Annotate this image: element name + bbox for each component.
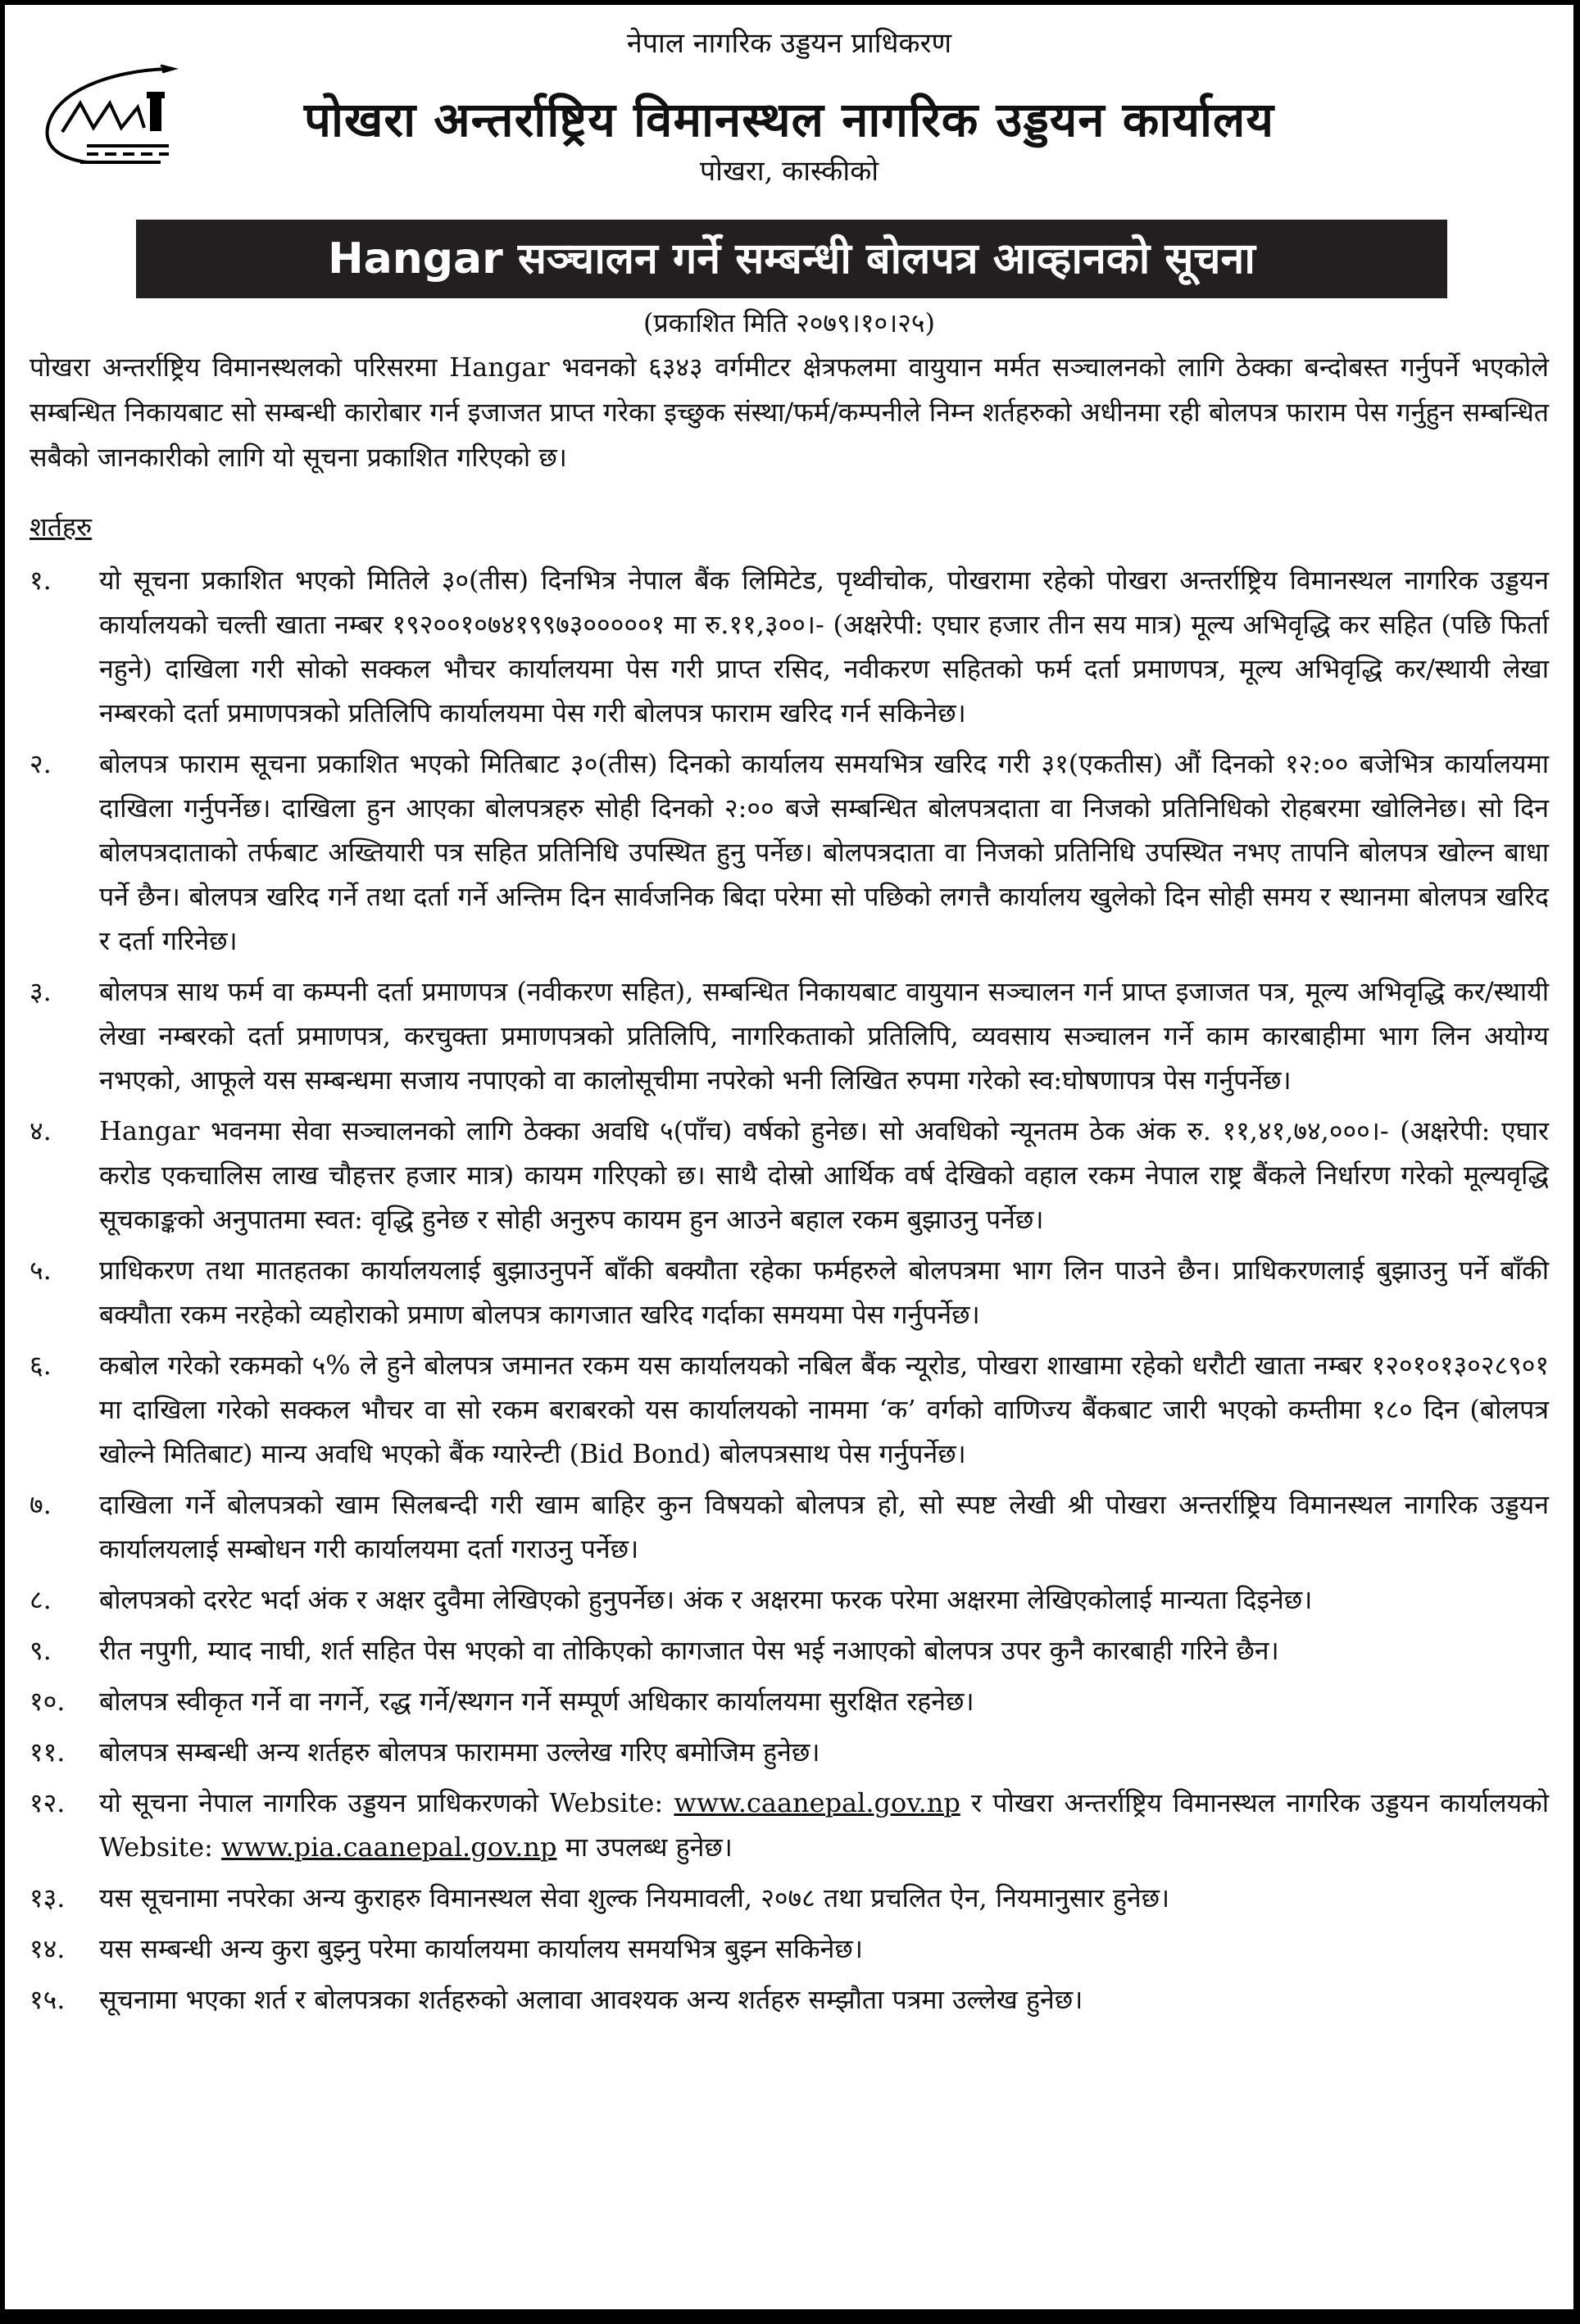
- condition-item: [30, 1343, 1549, 1476]
- condition-item: [30, 1577, 1549, 1622]
- condition-item: [30, 1876, 1549, 1920]
- office-name: पोखरा अन्तर्राष्ट्रिय विमानस्थल नागरिक उड्डयन कार्यालय: [304, 92, 1274, 148]
- office-location: पोखरा, कास्कीको: [699, 155, 879, 188]
- condition-item: [30, 1927, 1549, 1971]
- item-text-part: र पोखरा अन्तर्राष्ट्रिय विमानस्थल नागरिक उड्डयन कार्यालयको Website:: [99, 1787, 1549, 1863]
- item-number: १३.: [30, 1882, 66, 1913]
- item-text-part: यो सूचना नेपाल नागरिक उड्डयन प्राधिकरणको Website:: [99, 1787, 674, 1818]
- condition-item: [30, 1781, 1549, 1869]
- item-number: १.: [30, 565, 52, 596]
- intro-paragraph: पोखरा अन्तर्राष्ट्रिय विमानस्थलको परिसरमा Hangar भवनको ६३४३ वर्गमीटर क्षेत्रफलमा वायुयान मर्मत सञ्चालनको लागि ठेक्का बन्दोबस्त गर्नुपर्ने भएकोले सम्बन्धित निकायबाट सो सम्बन्धी कारोबार गर्न इजाजत प्राप्त गरेका इच्छुक संस्था/फर्म/कम्पनीले निम्न शर्तहरुको अधीनमा रही बोलपत्र फाराम पेस गर्नुहुन सम्बन्धित सबैको जानकारीको लागि यो सूचना प्रकाशित गरिएको छ।: [30, 352, 1549, 473]
- item-number: ११.: [30, 1736, 66, 1768]
- item-number: ५.: [30, 1255, 52, 1286]
- item-text: Hangar भवनमा सेवा सञ्चालनको लागि ठेक्का अवधि ५(पाँच) वर्षको हुनेछ। सो अवधिको न्यूनतम ठेक अंक रु. ११,४१,७४,०००।- (अक्षरेपी: एघार करोड एकचालिस लाख चौहत्तर हजार मात्र) कायम गरिएको छ। साथै दोस्रो आर्थिक वर्ष देखिको वहाल रकम नेपाल राष्ट्र बैंकले निर्धारण गरेको मूल्यवृद्धि सूचकाङ्कको अनुपातमा स्वत: वृद्धि हुनेछ र सोही अनुरुप कायम हुन आउने बहाल रकम बुझाउनु पर्नेछ।: [99, 1115, 1549, 1235]
- caan-website-link[interactable]: www.caanepal.gov.np: [674, 1787, 960, 1818]
- item-text: यस सम्बन्धी अन्य कुरा बुझ्नु परेमा कार्यालयमा कार्यालय समयभित्र बुझ्न सकिनेछ।: [99, 1933, 863, 1964]
- authority-name: नेपाल नागरिक उड्डयन प्राधिकरण: [626, 27, 952, 60]
- item-number: १२.: [30, 1787, 66, 1818]
- item-number: ८.: [30, 1584, 52, 1615]
- item-number: ३.: [30, 976, 52, 1007]
- condition-item: [30, 1977, 1549, 2022]
- item-number: १४.: [30, 1933, 66, 1964]
- item-number: ४.: [30, 1115, 52, 1146]
- condition-item: [30, 1628, 1549, 1673]
- item-number: १५.: [30, 1984, 66, 2015]
- item-number: १०.: [30, 1686, 66, 1717]
- item-text: बोलपत्र फाराम सूचना प्रकाशित भएको मितिबाट ३०(तीस) दिनको कार्यालय समयभित्र खरिद गरी ३१(एकतीस) औं दिनको १२:०० बजेभित्र कार्यालयमा दाखिला गर्नुपर्नेछ। दाखिला हुन आएका बोलपत्रहरु सोही दिनको २:०० बजे सम्बन्धित बोलपत्रदाता वा निजको प्रतिनिधिको रोहबरमा खोलिनेछ। सो दिन बोलपत्रदाताको तर्फबाट अख्तियारी पत्र सहित प्रतिनिधि उपस्थित हुनु पर्नेछ। बोलपत्रदाता वा निजको प्रतिनिधि उपस्थित नभए तापनि बोलपत्र खोल्न बाधा पर्ने छैन। बोलपत्र खरिद गर्ने तथा दर्ता गर्ने अन्तिम दिन सार्वजनिक बिदा परेमा सो पछिको लगत्तै कार्यालय खुलेको दिन सोही समय र स्थानमा बोलपत्र खरिद र दर्ता गरिनेछ।: [99, 748, 1549, 956]
- item-text: [99, 1781, 1549, 1869]
- item-text: यस सूचनामा नपरेका अन्य कुराहरु विमानस्थल सेवा शुल्क नियमावली, २०७८ तथा प्रचलित ऐन, नियमानुसार हुनेछ।: [99, 1882, 1170, 1913]
- item-text-part: मा उपलब्ध हुनेछ।: [556, 1832, 733, 1863]
- notice-title: Hangar सञ्चालन गर्ने सम्बन्धी बोलपत्र आव्हानको सूचना: [136, 220, 1447, 298]
- item-number: २.: [30, 748, 52, 779]
- condition-item: [30, 1679, 1549, 1723]
- condition-item: [30, 558, 1549, 735]
- item-text: बोलपत्र साथ फर्म वा कम्पनी दर्ता प्रमाणपत्र (नवीकरण सहित), सम्बन्धित निकायबाट वायुयान सञ्चालन गर्न प्राप्त इजाजत पत्र, मूल्य अभिवृद्धि कर/स्थायी लेखा नम्बरको दर्ता प्रमाणपत्र, करचुक्ता प्रमाणपत्रको प्रतिलिपि, नागरिकताको प्रतिलिपि, व्यवसाय सञ्चालन गर्ने काम कारबाहीमा भाग लिन अयोग्य नभएको, आफूले यस सम्बन्धमा सजाय नपाएको वा कालोसूचीमा नपरेको भनी लिखित रुपमा गरेको स्व:घोषणापत्र पेस गर्नुपर्नेछ।: [99, 976, 1549, 1096]
- item-text: बोलपत्र स्वीकृत गर्ने वा नगर्ने, रद्ध गर्ने/स्थगन गर्ने सम्पूर्ण अधिकार कार्यालयमा सुरक्षित रहनेछ।: [99, 1686, 974, 1717]
- condition-item: [30, 1730, 1549, 1774]
- condition-item: [30, 1482, 1549, 1571]
- item-number: ९.: [30, 1635, 52, 1666]
- condition-item: [30, 1109, 1549, 1241]
- item-text: बोलपत्रको दररेट भर्दा अंक र अक्षर दुवैमा लेखिएको हुनुपर्नेछ। अंक र अक्षरमा फरक परेमा अक्षरमा लेखिएकोलाई मान्यता दिइनेछ।: [99, 1584, 1313, 1615]
- item-number: ६.: [30, 1350, 52, 1381]
- item-text: प्राधिकरण तथा मातहतका कार्यालयलाई बुझाउनुपर्ने बाँकी बक्यौता रहेका फर्महरुले बोलपत्रमा भाग लिन पाउने छैन। प्राधिकरणलाई बुझाउनु पर्ने बाँकी बक्यौता रकम नरहेको व्यहोराको प्रमाण बोलपत्र कागजात खरिद गर्दाका समयमा पेस गर्नुपर्नेछ।: [99, 1255, 1549, 1330]
- item-text: कबोल गरेको रकमको ५% ले हुने बोलपत्र जमानत रकम यस कार्यालयको नबिल बैंक न्यूरोड, पोखरा शाखामा रहेको धरौटी खाता नम्बर १२०१०१३०२८९०१ मा दाखिला गरेको सक्कल भौचर वा सो रकम बराबरको यस कार्यालयको नाममा ‘क’ वर्गको वाणिज्य बैंकबाट जारी भएको कम्तीमा १८० दिन (बोलपत्र खोल्ने मितिबाट) मान्य अवधि भएको बैंक ग्यारेन्टी (Bid Bond) बोलपत्रसाथ पेस गर्नुपर्नेछ।: [99, 1350, 1549, 1469]
- item-text: रीत नपुगी, म्याद नाघी, शर्त सहित पेस भएको वा तोकिएको कागजात पेस भई नआएको बोलपत्र उपर कुनै कारबाही गरिने छैन।: [99, 1635, 1279, 1666]
- condition-item: [30, 742, 1549, 963]
- conditions-heading: शर्तहरु: [30, 511, 93, 542]
- item-number: ७.: [30, 1489, 52, 1520]
- published-date: (प्रकाशित मिति २०७९।१०।२५): [642, 307, 935, 338]
- item-text: यो सूचना प्रकाशित भएको मितिले ३०(तीस) दिनभित्र नेपाल बैंक लिमिटेड, पृथ्वीचोक, पोखरामा रहेको पोखरा अन्तर्राष्ट्रिय विमानस्थल नागरिक उड्डयन कार्यालयको चल्ती खाता नम्बर १९२००१०७४१९९७३०००००१ मा रु.११,३००।- (अक्षरेपी: एघार हजार तीन सय मात्र) मूल्य अभिवृद्धि कर सहित (पछि फिर्ता नहुने) दाखिला गरी सोको सक्कल भौचर कार्यालयमा पेस गरी प्राप्त रसिद, नवीकरण सहितको फर्म दर्ता प्रमाणपत्र, मूल्य अभिवृद्धि कर/स्थायी लेखा नम्बरको दर्ता प्रमाणपत्रको प्रतिलिपि कार्यालयमा पेस गरी बोलपत्र फाराम खरिद गर्न सकिनेछ।: [99, 565, 1549, 729]
- condition-item: [30, 969, 1549, 1102]
- condition-item: [30, 1248, 1549, 1337]
- item-text: दाखिला गर्ने बोलपत्रको खाम सिलबन्दी गरी खाम बाहिर कुन विषयको बोलपत्र हो, सो स्पष्ट लेखी श्री पोखरा अन्तर्राष्ट्रिय विमानस्थल नागरिक उड्डयन कार्यालयलाई सम्बोधन गरी कार्यालयमा दर्ता गराउनु पर्नेछ।: [99, 1489, 1549, 1564]
- item-text: सूचनामा भएका शर्त र बोलपत्रका शर्तहरुको अलावा आवश्यक अन्य शर्तहरु सम्झौता पत्रमा उल्लेख हुनेछ।: [99, 1984, 1083, 2015]
- conditions-list: [30, 558, 1549, 2028]
- item-text: बोलपत्र सम्बन्धी अन्य शर्तहरु बोलपत्र फाराममा उल्लेख गरिए बमोजिम हुनेछ।: [99, 1736, 820, 1768]
- pia-website-link[interactable]: www.pia.caanepal.gov.np: [221, 1832, 557, 1863]
